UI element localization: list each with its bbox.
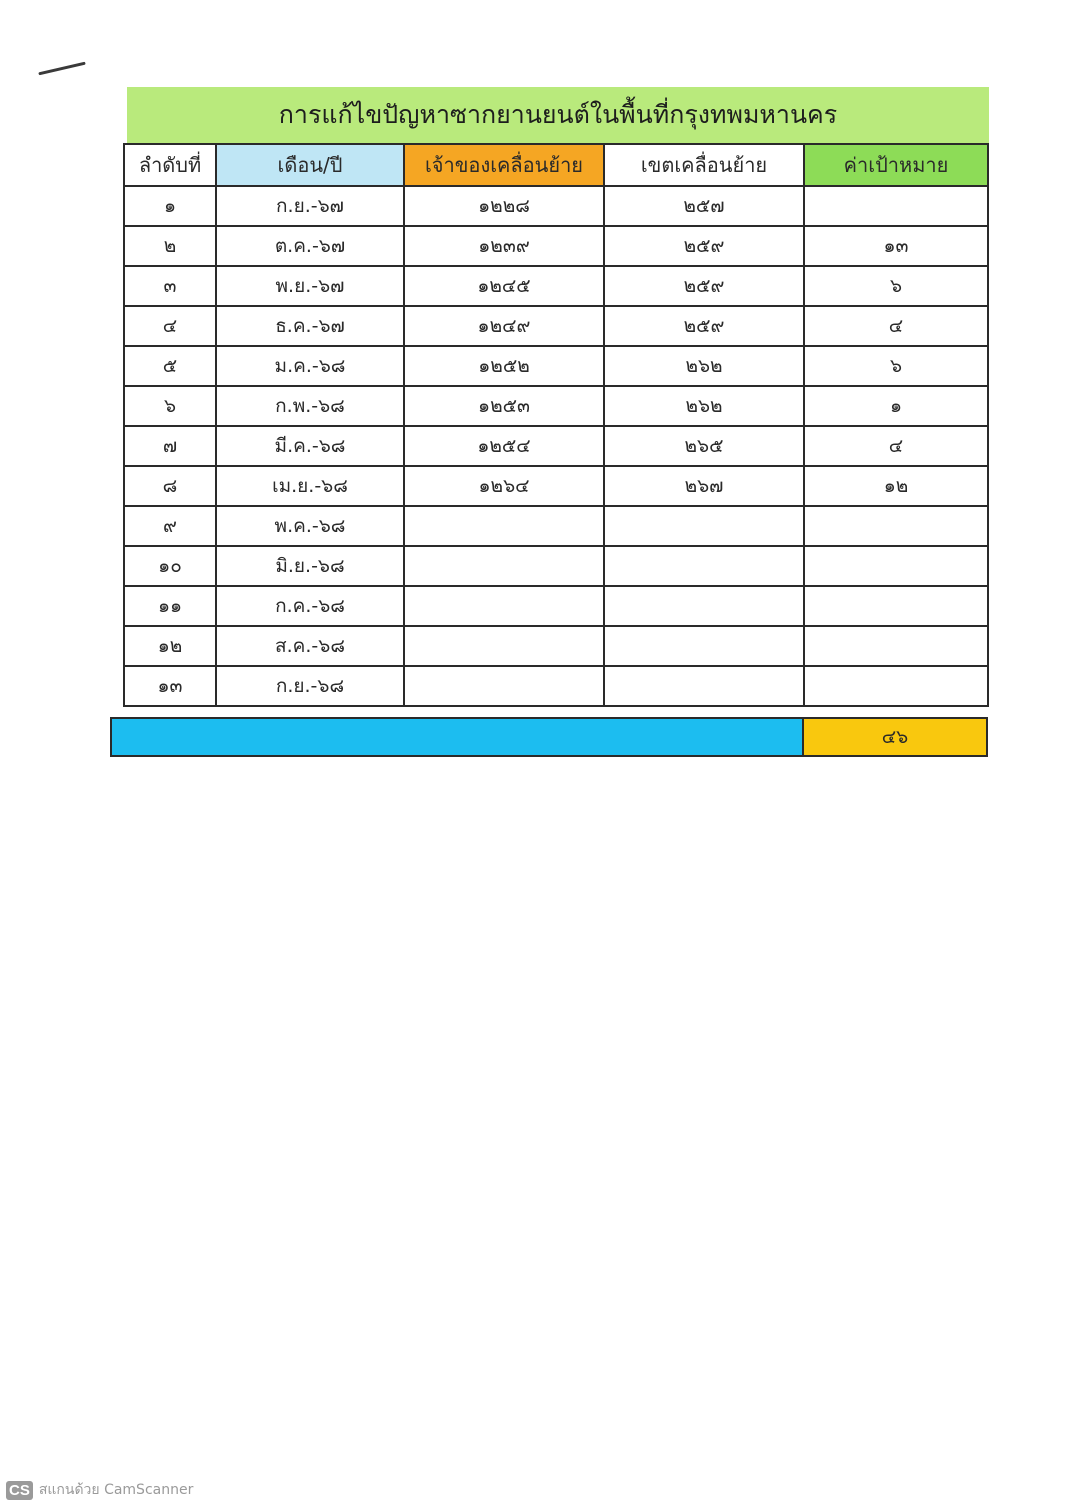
pen-mark (38, 62, 85, 76)
cell-month: ธ.ค.-๖๗ (216, 306, 404, 346)
cell-district-moved (604, 666, 804, 706)
cell-order: ๓ (124, 266, 216, 306)
header-target: ค่าเป้าหมาย (804, 144, 988, 186)
cell-owner-moved (404, 586, 604, 626)
cell-owner-moved: ๑๒๔๙ (404, 306, 604, 346)
cell-owner-moved: ๑๒๖๔ (404, 466, 604, 506)
cell-month: ก.ย.-๖๗ (216, 186, 404, 226)
cell-order: ๖ (124, 386, 216, 426)
cell-district-moved: ๒๕๙ (604, 266, 804, 306)
cell-district-moved: ๒๖๗ (604, 466, 804, 506)
cell-order: ๘ (124, 466, 216, 506)
cell-district-moved (604, 546, 804, 586)
table-title: การแก้ไขปัญหาซากยานยนต์ในพื้นที่กรุงทพมหานคร (127, 87, 989, 143)
cell-month: ต.ค.-๖๗ (216, 226, 404, 266)
cell-district-moved: ๒๕๗ (604, 186, 804, 226)
cell-order: ๔ (124, 306, 216, 346)
cell-month: ก.ค.-๖๘ (216, 586, 404, 626)
cell-order: ๑๑ (124, 586, 216, 626)
table-row (124, 386, 988, 426)
cell-order: ๑๓ (124, 666, 216, 706)
cell-month: ส.ค.-๖๘ (216, 626, 404, 666)
header-district-moved: เขตเคลื่อนย้าย (604, 144, 804, 186)
cell-district-moved (604, 626, 804, 666)
cell-target: ๑ (804, 386, 988, 426)
total-bar (110, 717, 802, 757)
header-row (124, 144, 988, 186)
cell-month: ม.ค.-๖๘ (216, 346, 404, 386)
cell-month: ก.ย.-๖๘ (216, 666, 404, 706)
table-row (124, 426, 988, 466)
cell-district-moved: ๒๖๕ (604, 426, 804, 466)
table-row (124, 466, 988, 506)
cell-target: ๖ (804, 266, 988, 306)
cell-district-moved: ๒๖๒ (604, 346, 804, 386)
cell-district-moved (604, 586, 804, 626)
table-row (124, 226, 988, 266)
table-row (124, 266, 988, 306)
watermark-text: สแกนด้วย CamScanner (38, 1482, 194, 1498)
document-sheet (110, 87, 988, 757)
cell-district-moved: ๒๕๙ (604, 226, 804, 266)
cell-target (804, 586, 988, 626)
cell-target (804, 626, 988, 666)
cell-district-moved (604, 506, 804, 546)
header-owner-moved: เจ้าของเคลื่อนย้าย (404, 144, 604, 186)
cell-order: ๕ (124, 346, 216, 386)
cell-target: ๑๒ (804, 466, 988, 506)
cell-owner-moved (404, 626, 604, 666)
cell-month: มี.ค.-๖๘ (216, 426, 404, 466)
table-row (124, 346, 988, 386)
cell-owner-moved: ๑๒๕๒ (404, 346, 604, 386)
table-row (124, 546, 988, 586)
header-month: เดือน/ปี (216, 144, 404, 186)
cell-target: ๑๓ (804, 226, 988, 266)
table-row (124, 506, 988, 546)
cell-owner-moved: ๑๒๒๘ (404, 186, 604, 226)
table-row (124, 666, 988, 706)
cell-order: ๗ (124, 426, 216, 466)
cell-month: มิ.ย.-๖๘ (216, 546, 404, 586)
cell-target: ๔ (804, 306, 988, 346)
table-row (124, 306, 988, 346)
cell-month: พ.ค.-๖๘ (216, 506, 404, 546)
cell-target (804, 186, 988, 226)
header-order: ลำดับที่ (124, 144, 216, 186)
cell-district-moved: ๒๕๙ (604, 306, 804, 346)
cell-order: ๑ (124, 186, 216, 226)
total-row (110, 717, 988, 757)
cell-district-moved: ๒๖๒ (604, 386, 804, 426)
cell-order: ๙ (124, 506, 216, 546)
data-table (123, 143, 989, 707)
camscanner-logo-icon: CS (6, 1481, 33, 1500)
cell-owner-moved: ๑๒๕๔ (404, 426, 604, 466)
cell-owner-moved: ๑๒๕๓ (404, 386, 604, 426)
cell-owner-moved (404, 666, 604, 706)
cell-owner-moved: ๑๒๓๙ (404, 226, 604, 266)
cell-target: ๔ (804, 426, 988, 466)
cell-target (804, 666, 988, 706)
cell-order: ๑๒ (124, 626, 216, 666)
cell-month: เม.ย.-๖๘ (216, 466, 404, 506)
table-row (124, 586, 988, 626)
cell-month: ก.พ.-๖๘ (216, 386, 404, 426)
camscanner-watermark (6, 1479, 193, 1501)
table-row (124, 186, 988, 226)
total-target-cell: ๔๖ (802, 717, 988, 757)
cell-target (804, 506, 988, 546)
cell-owner-moved: ๑๒๔๕ (404, 266, 604, 306)
cell-owner-moved (404, 506, 604, 546)
cell-order: ๒ (124, 226, 216, 266)
cell-month: พ.ย.-๖๗ (216, 266, 404, 306)
cell-order: ๑๐ (124, 546, 216, 586)
cell-target: ๖ (804, 346, 988, 386)
cell-owner-moved (404, 546, 604, 586)
cell-target (804, 546, 988, 586)
table-row (124, 626, 988, 666)
